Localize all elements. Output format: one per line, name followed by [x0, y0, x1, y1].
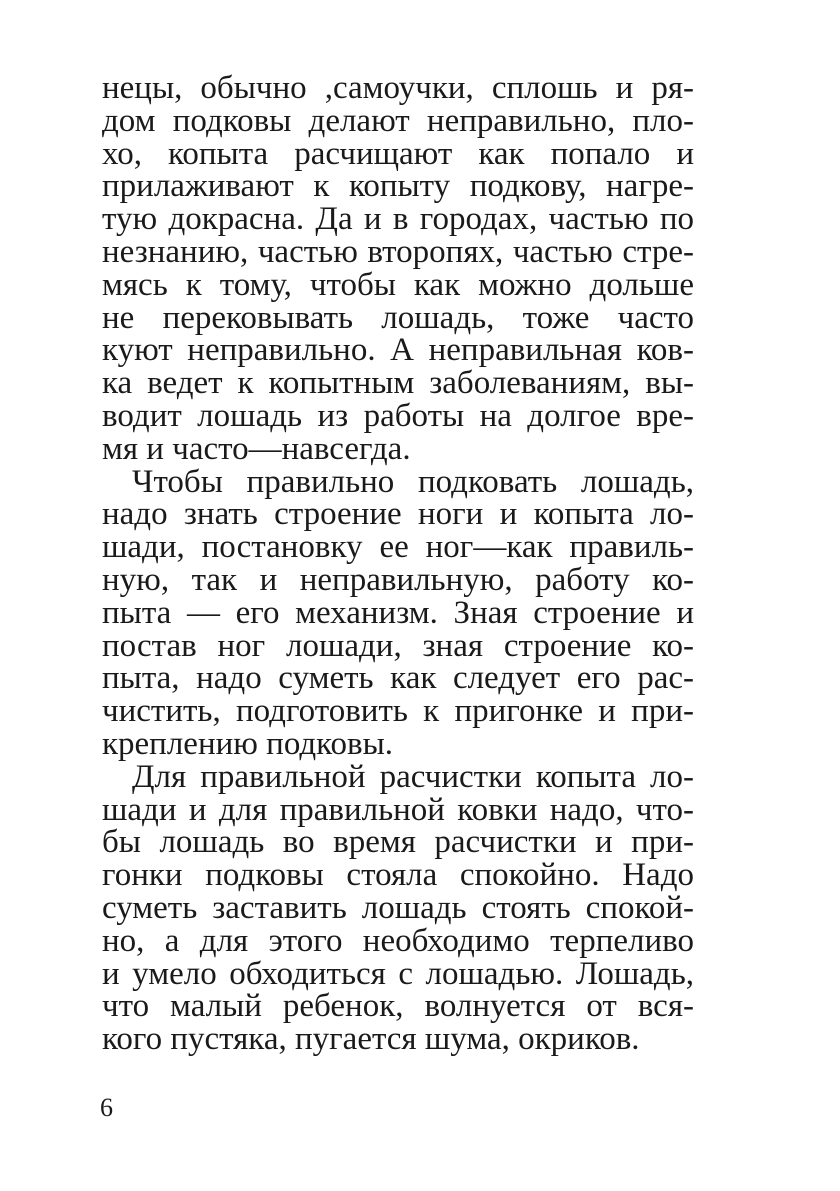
text-line: надо знать строение ноги и копыта ло-	[102, 496, 694, 533]
text-line: суметь заставить лошадь стоять спокой-	[102, 889, 694, 926]
text-line: ка ведет к копытным заболеваниям, вы-	[102, 365, 694, 402]
paragraph	[102, 758, 694, 1058]
text-line: и умело обходиться с лошадью. Лошадь,	[102, 955, 694, 992]
text-line: но, а для этого необходимо терпеливо	[102, 922, 694, 959]
text-line: тую докрасна. Да и в городах, частью по	[102, 201, 694, 238]
text-line: не перековывать лошадь, тоже часто	[102, 299, 694, 336]
text-line: бы лошадь во время расчистки и при-	[102, 824, 694, 861]
paragraph	[102, 463, 694, 762]
text-line: водит лошадь из работы на долгое вре-	[102, 397, 694, 434]
text-line: незнанию, частью второпях, частью стре-	[102, 233, 694, 270]
text-line: гонки подковы стояла спокойно. Надо	[102, 857, 694, 894]
page-number: 6	[100, 1093, 113, 1122]
text-line: ную, так и неправильную, работу ко-	[102, 561, 694, 598]
page-body	[102, 72, 694, 1056]
text-line: нецы, обычно ,самоучки, сплошь и ря-	[102, 70, 694, 106]
text-line: дом подковы делают неправильно, пло-	[102, 102, 694, 139]
text-line: шади, постановку ее ног—как правиль-	[102, 529, 694, 566]
text-line: Для правильной расчистки копыта ло-	[132, 758, 694, 795]
paragraph	[102, 72, 694, 466]
text-line: чистить, подготовить к пригонке и при-	[102, 693, 694, 730]
text-line: креплению подковы.	[102, 725, 394, 762]
text-line: постав ног лошади, зная строение ко-	[102, 627, 694, 664]
text-line: шади и для правильной ковки надо, что-	[102, 791, 694, 828]
text-line: пыта — его механизм. Зная строение и	[102, 594, 694, 631]
text-line: пыта, надо суметь как следует его рас-	[102, 660, 694, 697]
text-line: хо, копыта расчищают как попало и	[102, 135, 694, 172]
text-line: мя и часто—навсегда.	[102, 430, 411, 467]
text-line: прилаживают к копыту подкову, нагре-	[102, 168, 694, 205]
text-line: куют неправильно. А неправильная ков-	[102, 332, 694, 369]
text-line: мясь к тому, чтобы как можно дольше	[102, 266, 694, 303]
text-line: что малый ребенок, волнуется от вся-	[102, 988, 694, 1025]
text-line: кого пустяка, пугается шума, окриков.	[102, 1021, 640, 1058]
text-line: Чтобы правильно подковать лошадь,	[132, 463, 694, 500]
